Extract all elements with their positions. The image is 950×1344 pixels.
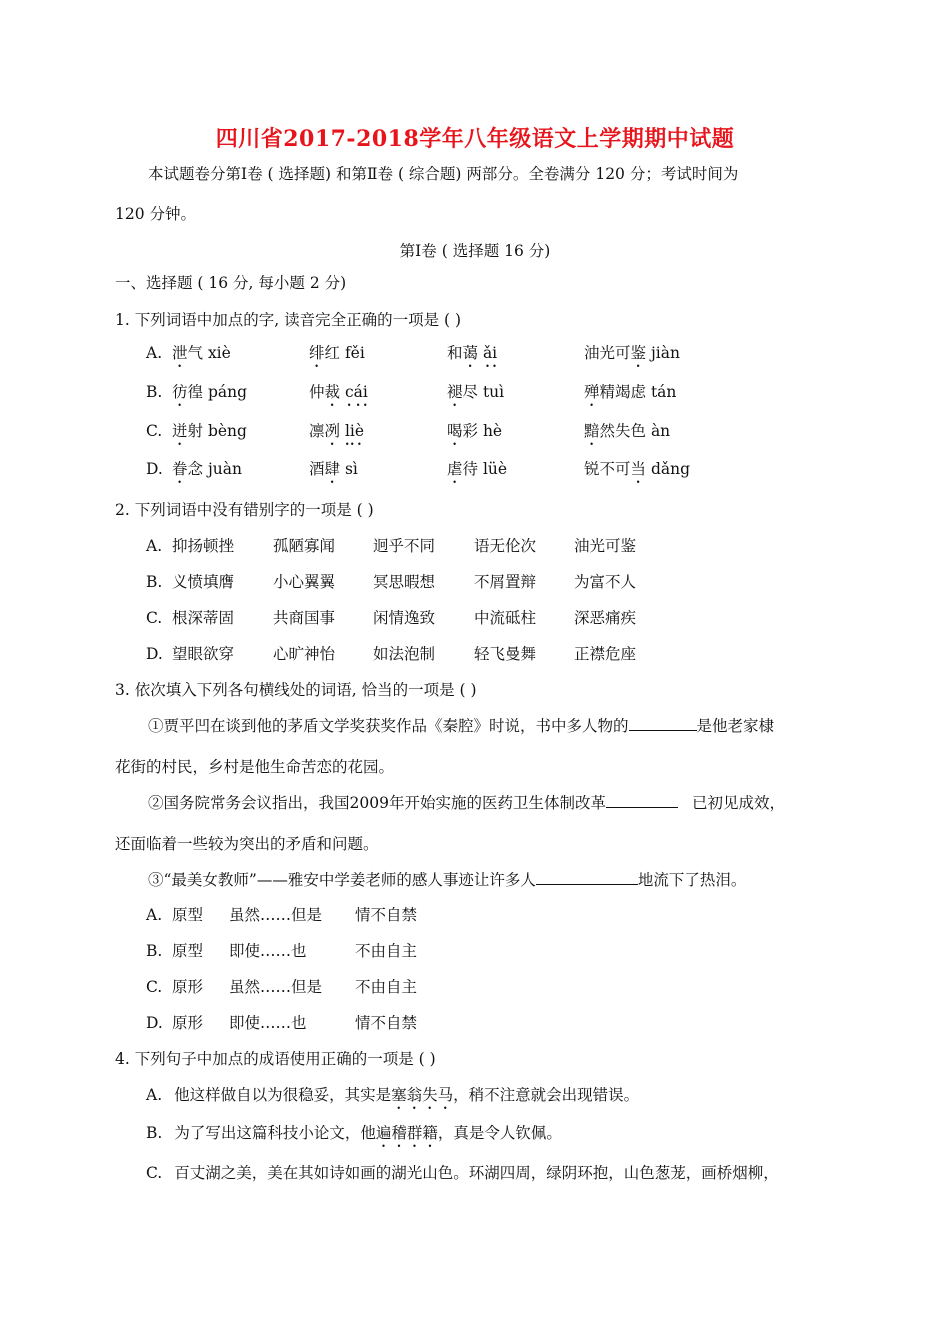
page-title: 四川省2017-2018学年八年级语文上学期期中试题 xyxy=(215,126,735,152)
option-label: D. xyxy=(146,645,163,663)
option-item: 原形 xyxy=(172,978,204,996)
option-item: 和蔼 ǎi xyxy=(447,344,498,362)
option-item: 不由自主 xyxy=(355,942,418,960)
option-item: 原型 xyxy=(172,906,204,924)
option-label: C. xyxy=(146,978,163,996)
option-item: 如法泡制 xyxy=(373,645,436,663)
part-title: 一、选择题 ( 16 分, 每小题 2 分) xyxy=(115,274,347,292)
option-item: 情不自禁 xyxy=(355,1014,418,1032)
option-item: 酒肆 sì xyxy=(309,460,358,478)
option-item: 仲裁 cái xyxy=(309,383,368,401)
option-item: 中流砥柱 xyxy=(474,609,537,627)
option-a: A. 他这样做自以为很稳妥，其实是塞翁失马，稍不注意就会出现错误。 xyxy=(146,1086,640,1104)
option-label: B. xyxy=(146,383,163,401)
option-item: 油光可鉴 jiàn xyxy=(584,344,680,362)
option-b: B. 为了写出这篇科技小论文，他遍稽群籍，真是令人钦佩。 xyxy=(146,1124,562,1142)
option-item: 原型 xyxy=(172,942,204,960)
option-label: C. xyxy=(146,609,163,627)
option-item: 轻飞曼舞 xyxy=(474,645,537,663)
sentence-1-cont: 花街的村民，乡村是他生命苦恋的花园。 xyxy=(115,758,395,776)
option-item: 迸射 bèng xyxy=(172,422,247,440)
option-item: 即使……也 xyxy=(229,942,307,960)
option-item: 心旷神怡 xyxy=(273,645,336,663)
option-item: 黯然失色 àn xyxy=(584,422,671,440)
blank-line xyxy=(536,870,638,885)
option-item: 望眼欲穿 xyxy=(172,645,235,663)
section-heading: 第Ⅰ卷 ( 选择题 16 分) xyxy=(399,242,551,260)
option-item: 情不自禁 xyxy=(355,906,418,924)
option-item: 喝彩 hè xyxy=(447,422,503,440)
option-item: 即使……也 xyxy=(229,1014,307,1032)
option-label: A. xyxy=(146,344,163,362)
option-item: 为富不人 xyxy=(574,573,637,591)
question-2-stem: 2. 下列词语中没有错别字的一项是 ( ) xyxy=(115,501,374,519)
option-item: 小心翼翼 xyxy=(273,573,336,591)
sentence-2: ②国务院常务会议指出，我国2009年开始实施的医药卫生体制改革 已初见成效， xyxy=(148,794,785,812)
option-item: 油光可鉴 xyxy=(574,537,637,555)
option-item: 共商国事 xyxy=(273,609,336,627)
option-item: 不屑置辩 xyxy=(474,573,537,591)
option-item: 泄气 xiè xyxy=(172,344,231,362)
option-item: 彷徨 páng xyxy=(172,383,248,401)
option-item: 绯红 fěi xyxy=(309,344,365,362)
option-label: D. xyxy=(146,1014,163,1032)
option-item: 虽然……但是 xyxy=(229,906,323,924)
option-item: 闲情逸致 xyxy=(373,609,436,627)
option-item: 冥思暇想 xyxy=(373,573,436,591)
option-label: A. xyxy=(146,906,163,924)
option-item: 眷念 juàn xyxy=(172,460,242,478)
option-item: 义愤填膺 xyxy=(172,573,235,591)
sentence-2-cont: 还面临着一些较为突出的矛盾和问题。 xyxy=(115,835,379,853)
option-item: 殚精竭虑 tán xyxy=(584,383,677,401)
question-1-stem: 1. 下列词语中加点的字, 读音完全正确的一项是 ( ) xyxy=(115,311,462,329)
option-item: 凛冽 liè xyxy=(309,422,365,440)
option-label: B. xyxy=(146,573,163,591)
option-item: 虐待 lüè xyxy=(447,460,508,478)
blank-line xyxy=(629,716,697,731)
question-3-stem: 3. 依次填入下列各句横线处的词语, 恰当的一项是 ( ) xyxy=(115,681,477,699)
blank-line xyxy=(606,793,678,808)
sentence-3: ③“最美女教师”——雅安中学姜老师的感人事迹让许多人 地流下了热泪。 xyxy=(148,871,747,889)
sentence-1: ①贾平凹在谈到他的茅盾文学奖获奖作品《秦腔》时说，书中多人物的 是他老家棣 xyxy=(148,717,775,735)
option-item: 抑扬顿挫 xyxy=(172,537,235,555)
option-item: 虽然……但是 xyxy=(229,978,323,996)
option-item: 孤陋寡闻 xyxy=(273,537,336,555)
option-item: 锐不可当 dǎng xyxy=(584,460,691,478)
option-label: B. xyxy=(146,942,163,960)
intro-line-1: 本试题卷分第Ⅰ卷 ( 选择题) 和第Ⅱ卷 ( 综合题) 两部分。全卷满分 120 分；考试时间为 xyxy=(148,165,739,183)
option-item: 原形 xyxy=(172,1014,204,1032)
option-item: 不由自主 xyxy=(355,978,418,996)
option-label: C. xyxy=(146,422,163,440)
option-item: 深恶痛疾 xyxy=(574,609,637,627)
option-item: 褪尽 tuì xyxy=(447,383,505,401)
option-label: D. xyxy=(146,460,163,478)
option-c: C. 百丈湖之美，美在其如诗如画的湖光山色。环湖四周，绿阴环抱，山色葱茏，画桥烟柳， xyxy=(146,1164,779,1182)
option-item: 正襟危座 xyxy=(574,645,637,663)
question-4-stem: 4. 下列句子中加点的成语使用正确的一项是 ( ) xyxy=(115,1050,436,1068)
option-item: 根深蒂固 xyxy=(172,609,235,627)
option-item: 语无伦次 xyxy=(474,537,537,555)
intro-line-2: 120 分钟。 xyxy=(115,205,197,223)
option-item: 迥乎不同 xyxy=(373,537,436,555)
option-label: A. xyxy=(146,537,163,555)
